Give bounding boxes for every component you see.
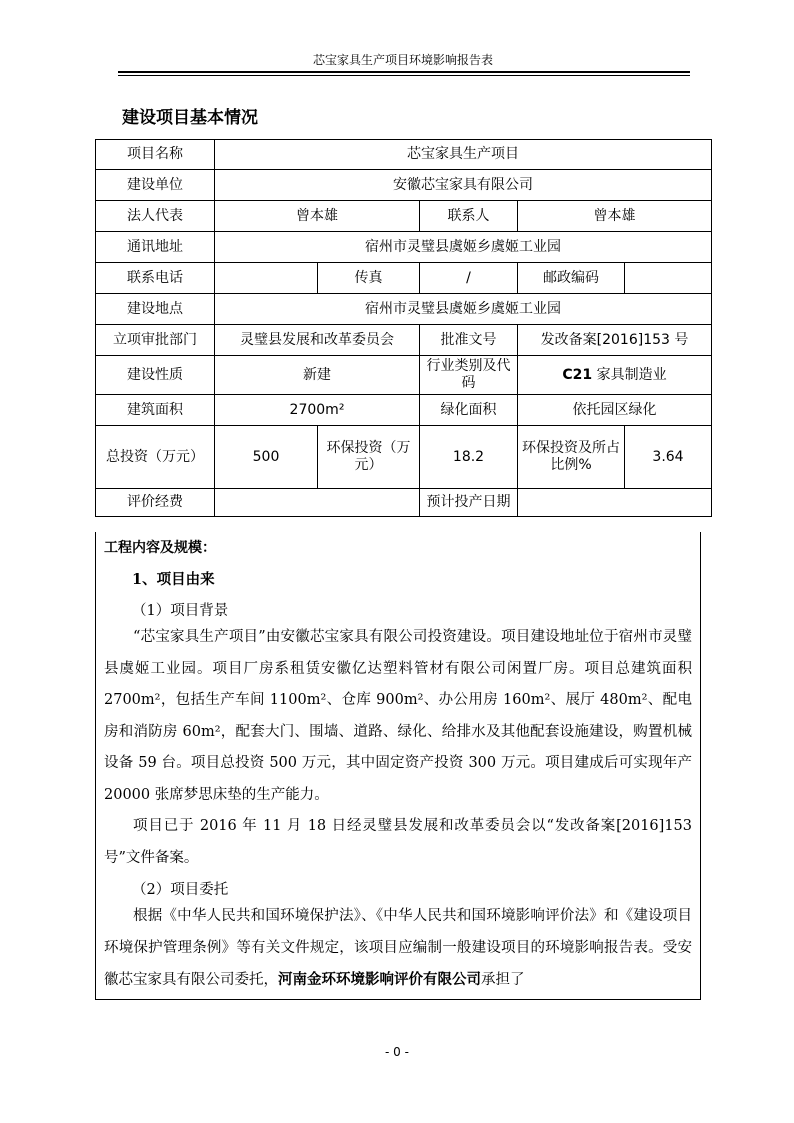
table-row (96, 263, 712, 294)
date-value (518, 489, 712, 517)
approval-no-value: 发改备案[2016]153 号 (518, 325, 712, 356)
fee-value (215, 489, 420, 517)
industry-code: C21 (562, 366, 593, 383)
env-invest-label: 环保投资（万元） (318, 426, 420, 489)
section-title: 建设项目基本情况 (122, 108, 258, 128)
postcode-value (625, 263, 712, 294)
contact-label: 联系人 (420, 201, 518, 232)
industry-name: 家具制造业 (596, 366, 667, 383)
unit-value: 安徽芯宝家具有限公司 (215, 170, 712, 201)
fax-label: 传真 (318, 263, 420, 294)
legal-rep-value: 曾本雄 (215, 201, 420, 232)
subsection-commission: （2）项目委托 (132, 882, 229, 898)
project-name-value: 芯宝家具生产项目 (215, 140, 712, 170)
page-header: 芯宝家具生产项目环境影响报告表 (312, 53, 493, 67)
table-row (96, 426, 712, 489)
env-invest-value: 18.2 (420, 426, 518, 489)
approval-dept-label: 立项审批部门 (96, 325, 215, 356)
legal-rep-label: 法人代表 (96, 201, 215, 232)
site-label: 建设地点 (96, 294, 215, 325)
header-rule-thick (118, 71, 690, 73)
green-value: 依托园区绿化 (518, 395, 712, 426)
area-value: 2700m² (215, 395, 420, 426)
subsection-origin: 1、项目由来 (132, 571, 215, 588)
fax-value: / (420, 263, 518, 294)
table-row (96, 232, 712, 263)
commission-text: 根据《中华人民共和国环境保护法》、《中华人民共和国环境影响评价法》和《建设项目环境保护管理条例》等有关文件规定，该项目应编制一般建设项目的环境影响报告表。受安徽芯宝家具有限公司委托， (104, 908, 692, 988)
table-row (96, 170, 712, 201)
date-label: 预计投产日期 (420, 489, 518, 517)
content-heading: 工程内容及规模： (104, 540, 216, 556)
paragraph-background: “芯宝家具生产项目”由安徽芯宝家具有限公司投资建设。项目建设地址位于宿州市灵璧县虞姬工业园。项目厂房系租赁安徽亿达塑料管材有限公司闲置厂房。项目总建筑面积 2700m²，包括生产车间 1100m²、仓库 900m²、办公用房 160m²、展厅 480m²、配电房和消防房 60m²，配套大门、围墙、道路、绿化、给排水及其他配套设施建设，购置机械设备 59 台。项目总投资 500 万元，其中固定资产投资 300 万元。项目建成后可实现年产 20000 张席梦思床垫的生产能力。 (104, 629, 692, 803)
invest-value: 500 (215, 426, 318, 489)
invest-label: 总投资（万元） (96, 426, 215, 489)
fee-label: 评价经费 (96, 489, 215, 517)
address-label: 通讯地址 (96, 232, 215, 263)
approval-no-label: 批准文号 (420, 325, 518, 356)
ratio-value: 3.64 (625, 426, 712, 489)
phone-label: 联系电话 (96, 263, 215, 294)
contact-value: 曾本雄 (518, 201, 712, 232)
commission-text-end: 承担了 (481, 972, 525, 988)
table-row (96, 140, 712, 170)
table-row (96, 395, 712, 426)
industry-value (518, 356, 712, 395)
area-label: 建筑面积 (96, 395, 215, 426)
approval-dept-value: 灵璧县发展和改革委员会 (215, 325, 420, 356)
paragraph-commission (104, 901, 692, 995)
subsection-background: （1）项目背景 (132, 603, 229, 619)
header-rule-thin (118, 75, 690, 76)
unit-label: 建设单位 (96, 170, 215, 201)
project-content-box (95, 532, 701, 1000)
project-info-table (95, 139, 712, 517)
postcode-label: 邮政编码 (518, 263, 625, 294)
site-value: 宿州市灵璧县虞姬乡虞姬工业园 (215, 294, 712, 325)
green-label: 绿化面积 (420, 395, 518, 426)
address-value: 宿州市灵璧县虞姬乡虞姬工业园 (215, 232, 712, 263)
page-number: - 0 - (385, 1045, 409, 1059)
project-name-label: 项目名称 (96, 140, 215, 170)
table-row (96, 489, 712, 517)
nature-label: 建设性质 (96, 356, 215, 395)
phone-value (215, 263, 318, 294)
table-row (96, 294, 712, 325)
table-row (96, 201, 712, 232)
paragraph-filing: 项目已于 2016 年 11 月 18 日经灵璧县发展和改革委员会以“发改备案[2016]153 号”文件备案。 (104, 818, 692, 866)
table-row (96, 325, 712, 356)
evaluator-name: 河南金环环境影响评价有限公司 (278, 971, 481, 988)
nature-value: 新建 (215, 356, 420, 395)
industry-label: 行业类别及代码 (420, 356, 518, 395)
ratio-label: 环保投资及所占比例% (518, 426, 625, 489)
table-row (96, 356, 712, 395)
